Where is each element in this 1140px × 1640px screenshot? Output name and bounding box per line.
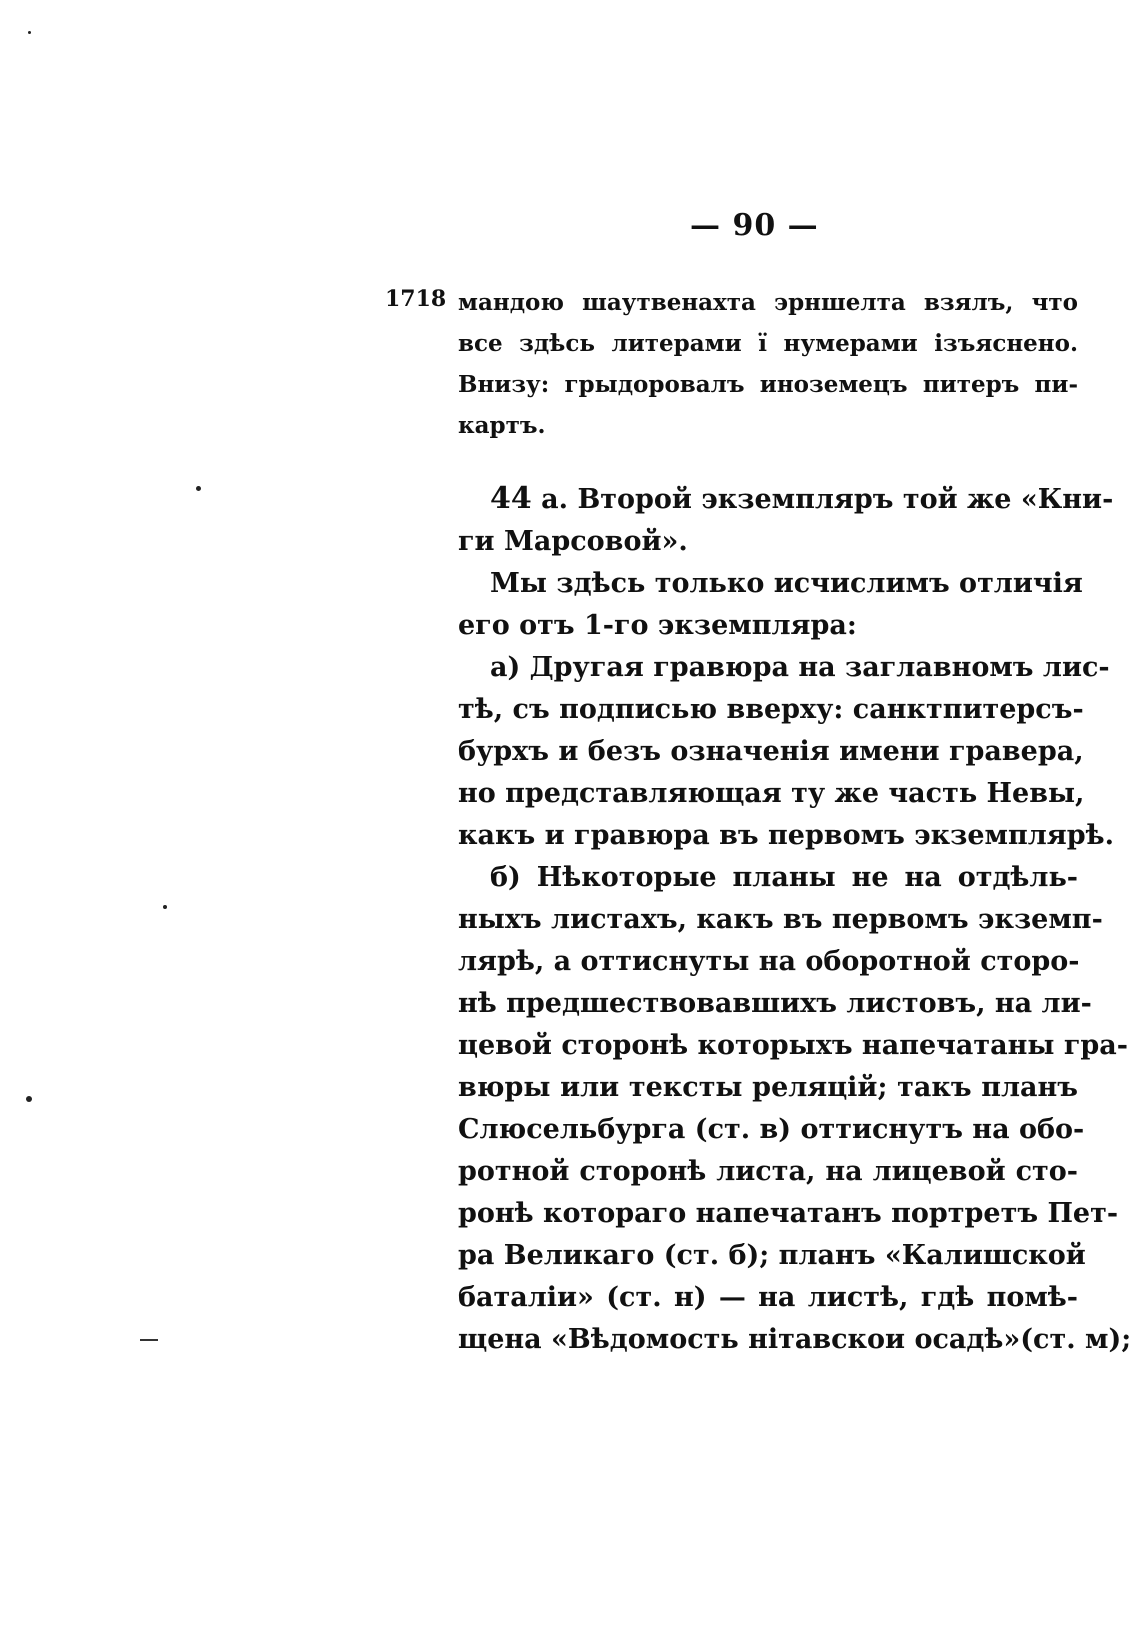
caption-line: картъ. [458, 412, 546, 439]
entry-line: нѣ предшествовавшихъ листовъ, на ли- [458, 988, 1092, 1019]
entry-line: ра Великаго (ст. б); планъ «Калишской [458, 1240, 1086, 1271]
margin-dash [140, 1339, 158, 1341]
margin-speck [196, 486, 201, 491]
entry-line: ротной сторонѣ листа, на лицевой сто- [458, 1156, 1078, 1187]
entry-line: какъ и гравюра въ первомъ экземплярѣ. [458, 820, 1115, 851]
margin-speck [26, 1096, 32, 1102]
entry-line: Слюсельбурга (ст. в) оттиснутъ на обо- [458, 1114, 1085, 1145]
margin-speck [163, 905, 167, 909]
entry-line: но представляющая ту же часть Невы, [458, 778, 1085, 809]
entry-number: 44 [490, 481, 532, 516]
entry-first-line [458, 478, 1114, 521]
entry-line: цевой сторонѣ которыхъ напечатаны гра- [458, 1030, 1128, 1061]
entry-line: б) Нѣкоторые планы не на отдѣль- [490, 862, 1078, 893]
entry-line: а) Другая гравюра на заглавномъ лис- [490, 652, 1110, 683]
caption-text [458, 282, 1078, 446]
entry-line: а. Второй экземпляръ той же «Кни- [531, 484, 1114, 515]
entry-line: лярѣ, а оттиснуты на оборотной сторо- [458, 946, 1080, 977]
entry-line: тѣ, съ подписью вверху: санктпитерсъ- [458, 694, 1084, 725]
entry-line: ныхъ листахъ, какъ въ первомъ экземп- [458, 904, 1103, 935]
entry-line: бурхъ и безъ означенія имени гравера, [458, 736, 1084, 767]
entry-line: его отъ 1-го экземпляра: [458, 610, 857, 641]
entry-line: Мы здѣсь только исчислимъ отличія [490, 568, 1083, 599]
margin-year: 1718 [385, 286, 447, 312]
entry-line: баталіи» (ст. н) — на листѣ, гдѣ помѣ- [458, 1282, 1078, 1313]
entry-text [458, 478, 1132, 1361]
entry-line: вюры или тексты реляцій; такъ планъ [458, 1072, 1078, 1103]
page-number: — 90 — [690, 208, 819, 243]
entry-line: щена «Вѣдомость нітавскои осадѣ»(ст. м); [458, 1324, 1132, 1355]
caption-line: Внизу: грыдоровалъ иноземецъ питеръ пи- [458, 371, 1078, 398]
caption-line: мандою шаутвенахта эрншелта взялъ, что [458, 289, 1078, 316]
entry-line: ги Марсовой». [458, 526, 688, 557]
margin-speck [28, 31, 31, 34]
caption-line: все здѣсь литерами ї нумерами ізъяснено. [458, 330, 1078, 357]
entry-line: ронѣ котораго напечатанъ портретъ Пет- [458, 1198, 1119, 1229]
